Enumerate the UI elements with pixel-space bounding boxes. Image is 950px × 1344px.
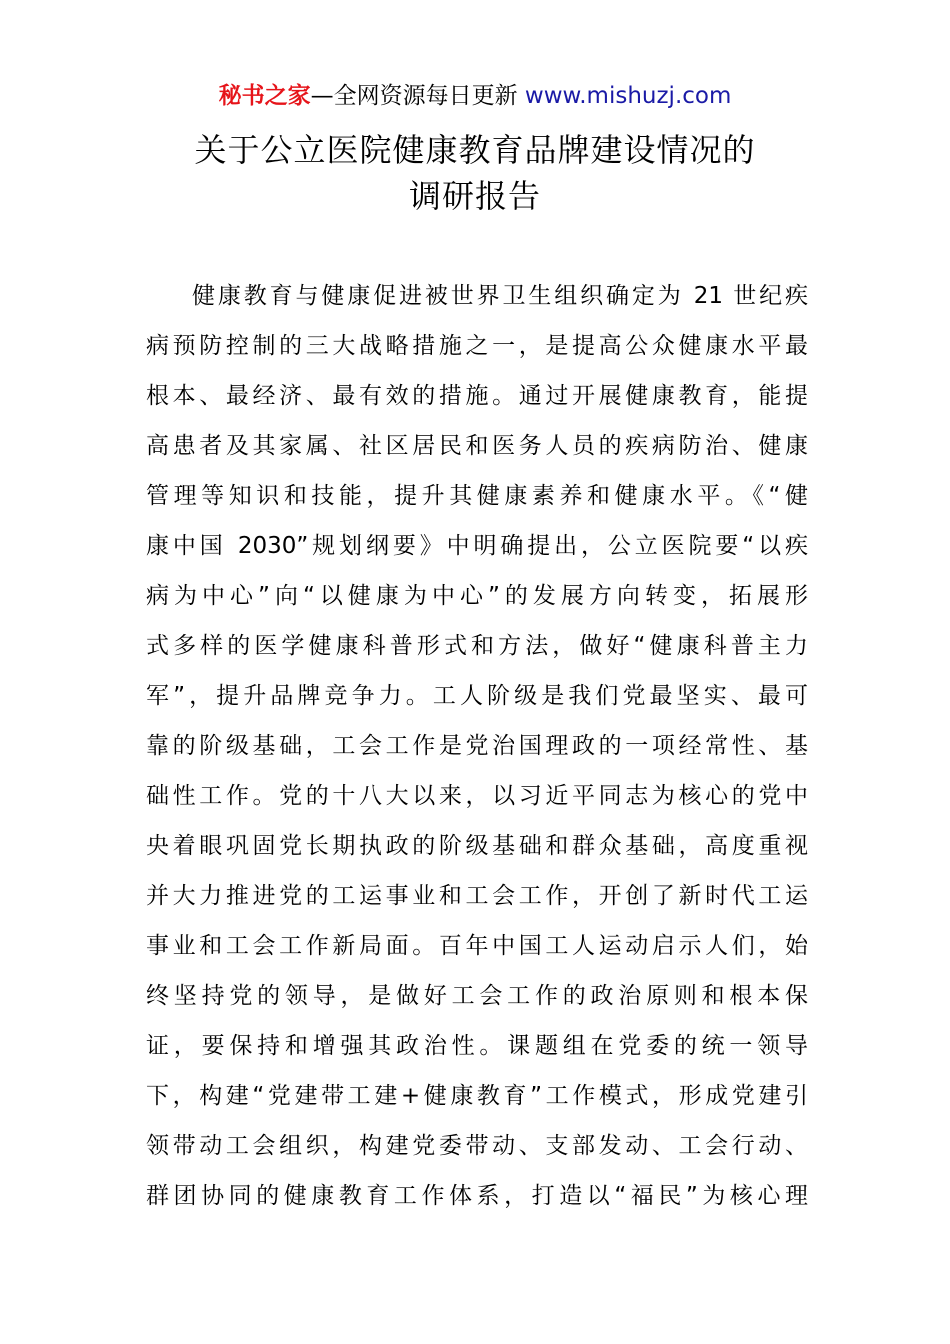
paragraph-line: 群团协同的健康教育工作体系，打造以“福民”为核心理	[146, 1183, 808, 1209]
paragraph-line: 终坚持党的领导，是做好工会工作的政治原则和根本保	[146, 983, 808, 1009]
paragraph-line: 高患者及其家属、社区居民和医务人员的疾病防治、健康	[146, 433, 808, 459]
document-title	[0, 127, 950, 219]
paragraph-line: 病为中心”向“以健康为中心”的发展方向转变，拓展形	[146, 583, 808, 609]
paragraph-line: 并大力推进党的工运事业和工会工作，开创了新时代工运	[146, 883, 808, 909]
title-line-1: 关于公立医院健康教育品牌建设情况的	[194, 131, 756, 169]
paragraph-line: 证，要保持和增强其政治性。课题组在党委的统一领导	[146, 1033, 808, 1059]
body-paragraph	[146, 271, 808, 1221]
site-url-link[interactable]: www.mishuzj.com	[524, 83, 732, 109]
paragraph-line: 根本、最经济、最有效的措施。通过开展健康教育，能提	[146, 383, 808, 409]
paragraph-line: 下，构建“党建带工建+健康教育”工作模式，形成党建引	[146, 1083, 808, 1109]
paragraph-line: 管理等知识和技能，提升其健康素养和健康水平。《“健	[146, 483, 808, 509]
paragraph-line: 靠的阶级基础，工会工作是党治国理政的一项经常性、基	[146, 733, 808, 759]
paragraph-line: 军”，提升品牌竞争力。工人阶级是我们党最坚实、最可	[146, 683, 808, 709]
paragraph-line: 病预防控制的三大战略措施之一，是提高公众健康水平最	[146, 333, 808, 359]
title-line-2: 调研报告	[408, 177, 541, 215]
paragraph-line: 健康教育与健康促进被世界卫生组织确定为 21 世纪疾	[192, 283, 808, 309]
paragraph-line: 事业和工会工作新局面。百年中国工人运动启示人们，始	[146, 933, 808, 959]
paragraph-line: 领带动工会组织，构建党委带动、支部发动、工会行动、	[146, 1133, 808, 1159]
paragraph-line: 础性工作。党的十八大以来，以习近平同志为核心的党中	[146, 783, 808, 809]
paragraph-line: 康中国 2030”规划纲要》中明确提出，公立医院要“以疾	[146, 533, 808, 559]
header-tagline: —全网资源每日更新	[310, 83, 525, 109]
brand-name: 秘书之家	[218, 83, 311, 109]
site-header	[0, 80, 950, 112]
paragraph-line: 央着眼巩固党长期执政的阶级基础和群众基础，高度重视	[146, 833, 808, 859]
paragraph-line: 式多样的医学健康科普形式和方法，做好“健康科普主力	[146, 633, 808, 659]
